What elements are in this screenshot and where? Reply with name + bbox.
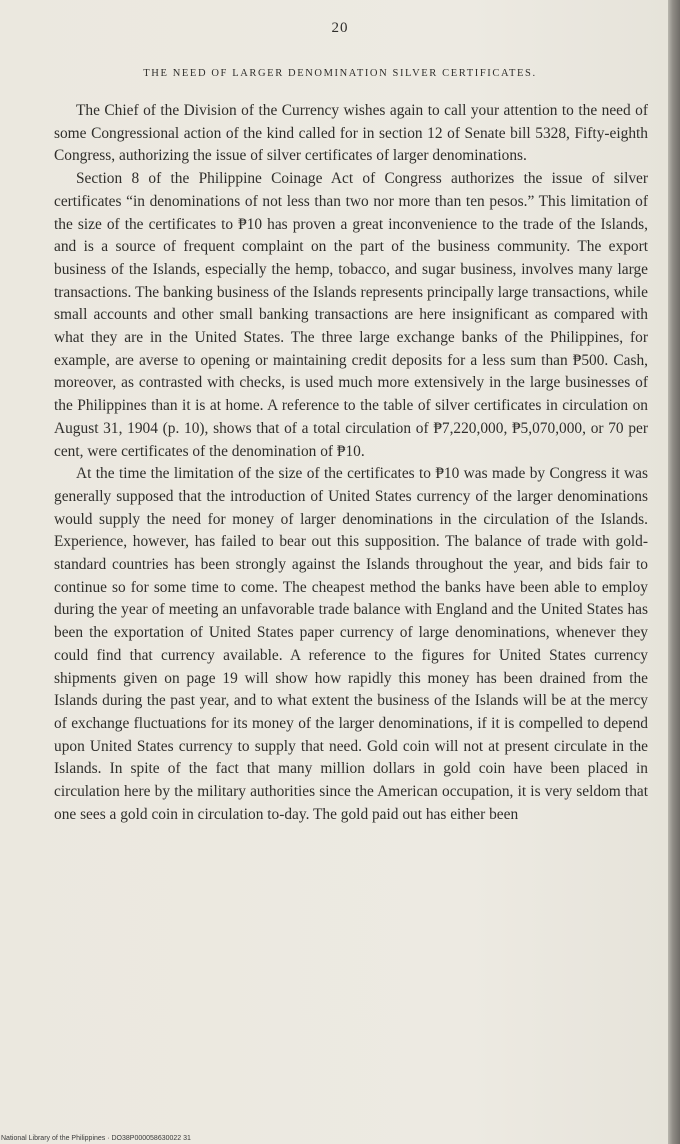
paragraph-1: The Chief of the Division of the Currency wishes again to call your attention to the need of some Congressional action of the kind called for in section 12 of Senate bill 5328, Fifty-eighth Congress, authorizing the issue of silver certificates of larger denominations.: [54, 102, 648, 165]
paragraph-3: At the time the limitation of the size of the certificates to ₱10 was made by Congress it was generally supposed that the introduction of United States currency of the larger denominations would supply the need for money of larger denominations in the circulation of the Islands. Experience, however, has failed to bear out this supposition. The balance of trade with gold-standard countries has been strongly against the Islands throughout the year, and bids fair to continue so for some time to come. The cheapest method the banks have been able to employ during the year of meeting an unfavorable trade balance with England and the United States has been the exportation of United States paper currency of large denominations, whenever they could find that currency available. A reference to the figures for United States currency shipments given on page 19 will show how rapidly this money has been drained from the Islands during the past year, and to what extent the business of the Islands will be at the mercy of exchange fluctuations for its money of the larger denominations, if it is compelled to depend upon United States currency to supply that need. Gold coin will not at present circulate in the Islands. In spite of the fact that many million dollars in gold coin have been placed in circulation here by the military authorities since the American occupation, it is very seldom that one sees a gold coin in circulation to-day. The gold paid out has either been: [54, 465, 648, 823]
section-heading: THE NEED OF LARGER DENOMINATION SILVER CERTIFICATES.: [143, 68, 537, 79]
page-number: 20: [331, 20, 349, 36]
body-text: [54, 100, 648, 827]
page-edge-shadow: [668, 0, 680, 1144]
paragraph-2: Section 8 of the Philippine Coinage Act of Congress authorizes the issue of silver certificates “in denominations of not less than two nor more than ten pesos.” This limitation of the size of the certificates to ₱10 has proven a great inconvenience to the trade of the Islands, and is a source of frequent complaint on the part of the business community. The export business of the Islands, especially the hemp, tobacco, and sugar business, involves many large transactions. The banking business of the Islands represents principally large transactions, while small accounts and other small banking transactions are here insignificant as compared with what they are in the United States. The three large exchange banks of the Philippines, for example, are averse to opening or maintaining credit deposits for a less sum than ₱500. Cash, moreover, as contrasted with checks, is used much more extensively in the large businesses of the Philippines than it is at home. A reference to the table of silver certificates in circulation on August 31, 1904 (p. 10), shows that of a total circulation of ₱7,220,000, ₱5,070,000, or 70 per cent, were certificates of the denomination of ₱10.: [54, 170, 648, 460]
scan-footer: National Library of the Philippines · DO38P000058630022 31: [1, 1135, 191, 1142]
